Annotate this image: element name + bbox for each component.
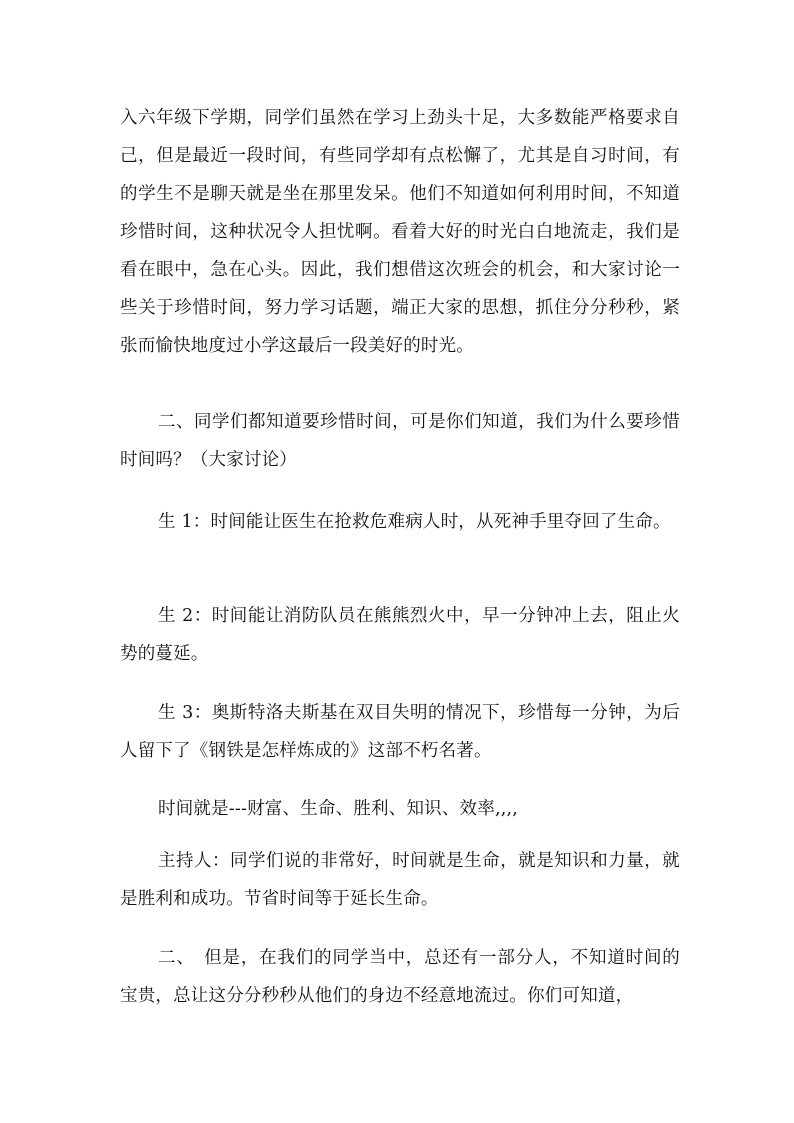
paragraph-student-1: 生 1：时间能让医生在抢救危难病人时，从死神手里夺回了生命。 bbox=[158, 512, 671, 532]
paragraph-question: 二、同学们都知道要珍惜时间，可是你们知道，我们为什么要珍惜时间吗？（大家讨论） bbox=[120, 412, 680, 470]
paragraph-host: 主持人：同学们说的非常好，时间就是生命，就是知识和力量，就是胜利和成功。节省时间等于延长生命。 bbox=[120, 851, 680, 909]
paragraph-intro: 入六年级下学期，同学们虽然在学习上劲头十足，大多数能严格要求自己，但是最近一段时间，有些同学却有点松懈了，尤其是自习时间，有的学生不是聊天就是坐在那里发呆。他们不知道如何利用时间，不知道珍惜时间，这种状况令人担忧啊。看着大好的时光白白地流走，我们是看在眼中，急在心头。因此，我们想借这次班会的机会，和大家讨论一些关于珍惜时间，努力学习话题，端正大家的思想，抓住分分秒秒，紧张而愉快地度过小学这最后一段美好的时光。 bbox=[120, 108, 680, 356]
paragraph-time-is: 时间就是---财富、生命、胜利、知识、效率,,,, bbox=[158, 799, 518, 819]
paragraph-section-two: 二、 但是，在我们的同学当中，总还有一部分人，不知道时间的宝贵，总让这分分秒秒从他们的身边不经意地流过。你们可知道， bbox=[120, 948, 680, 1006]
paragraph-student-2: 生 2：时间能让消防队员在熊熊烈火中，早一分钟冲上去，阻止火势的蔓延。 bbox=[120, 606, 680, 664]
paragraph-student-3: 生 3：奥斯特洛夫斯基在双目失明的情况下，珍惜每一分钟，为后人留下了《钢铁是怎样炼成的》这部不朽名著。 bbox=[120, 703, 680, 761]
